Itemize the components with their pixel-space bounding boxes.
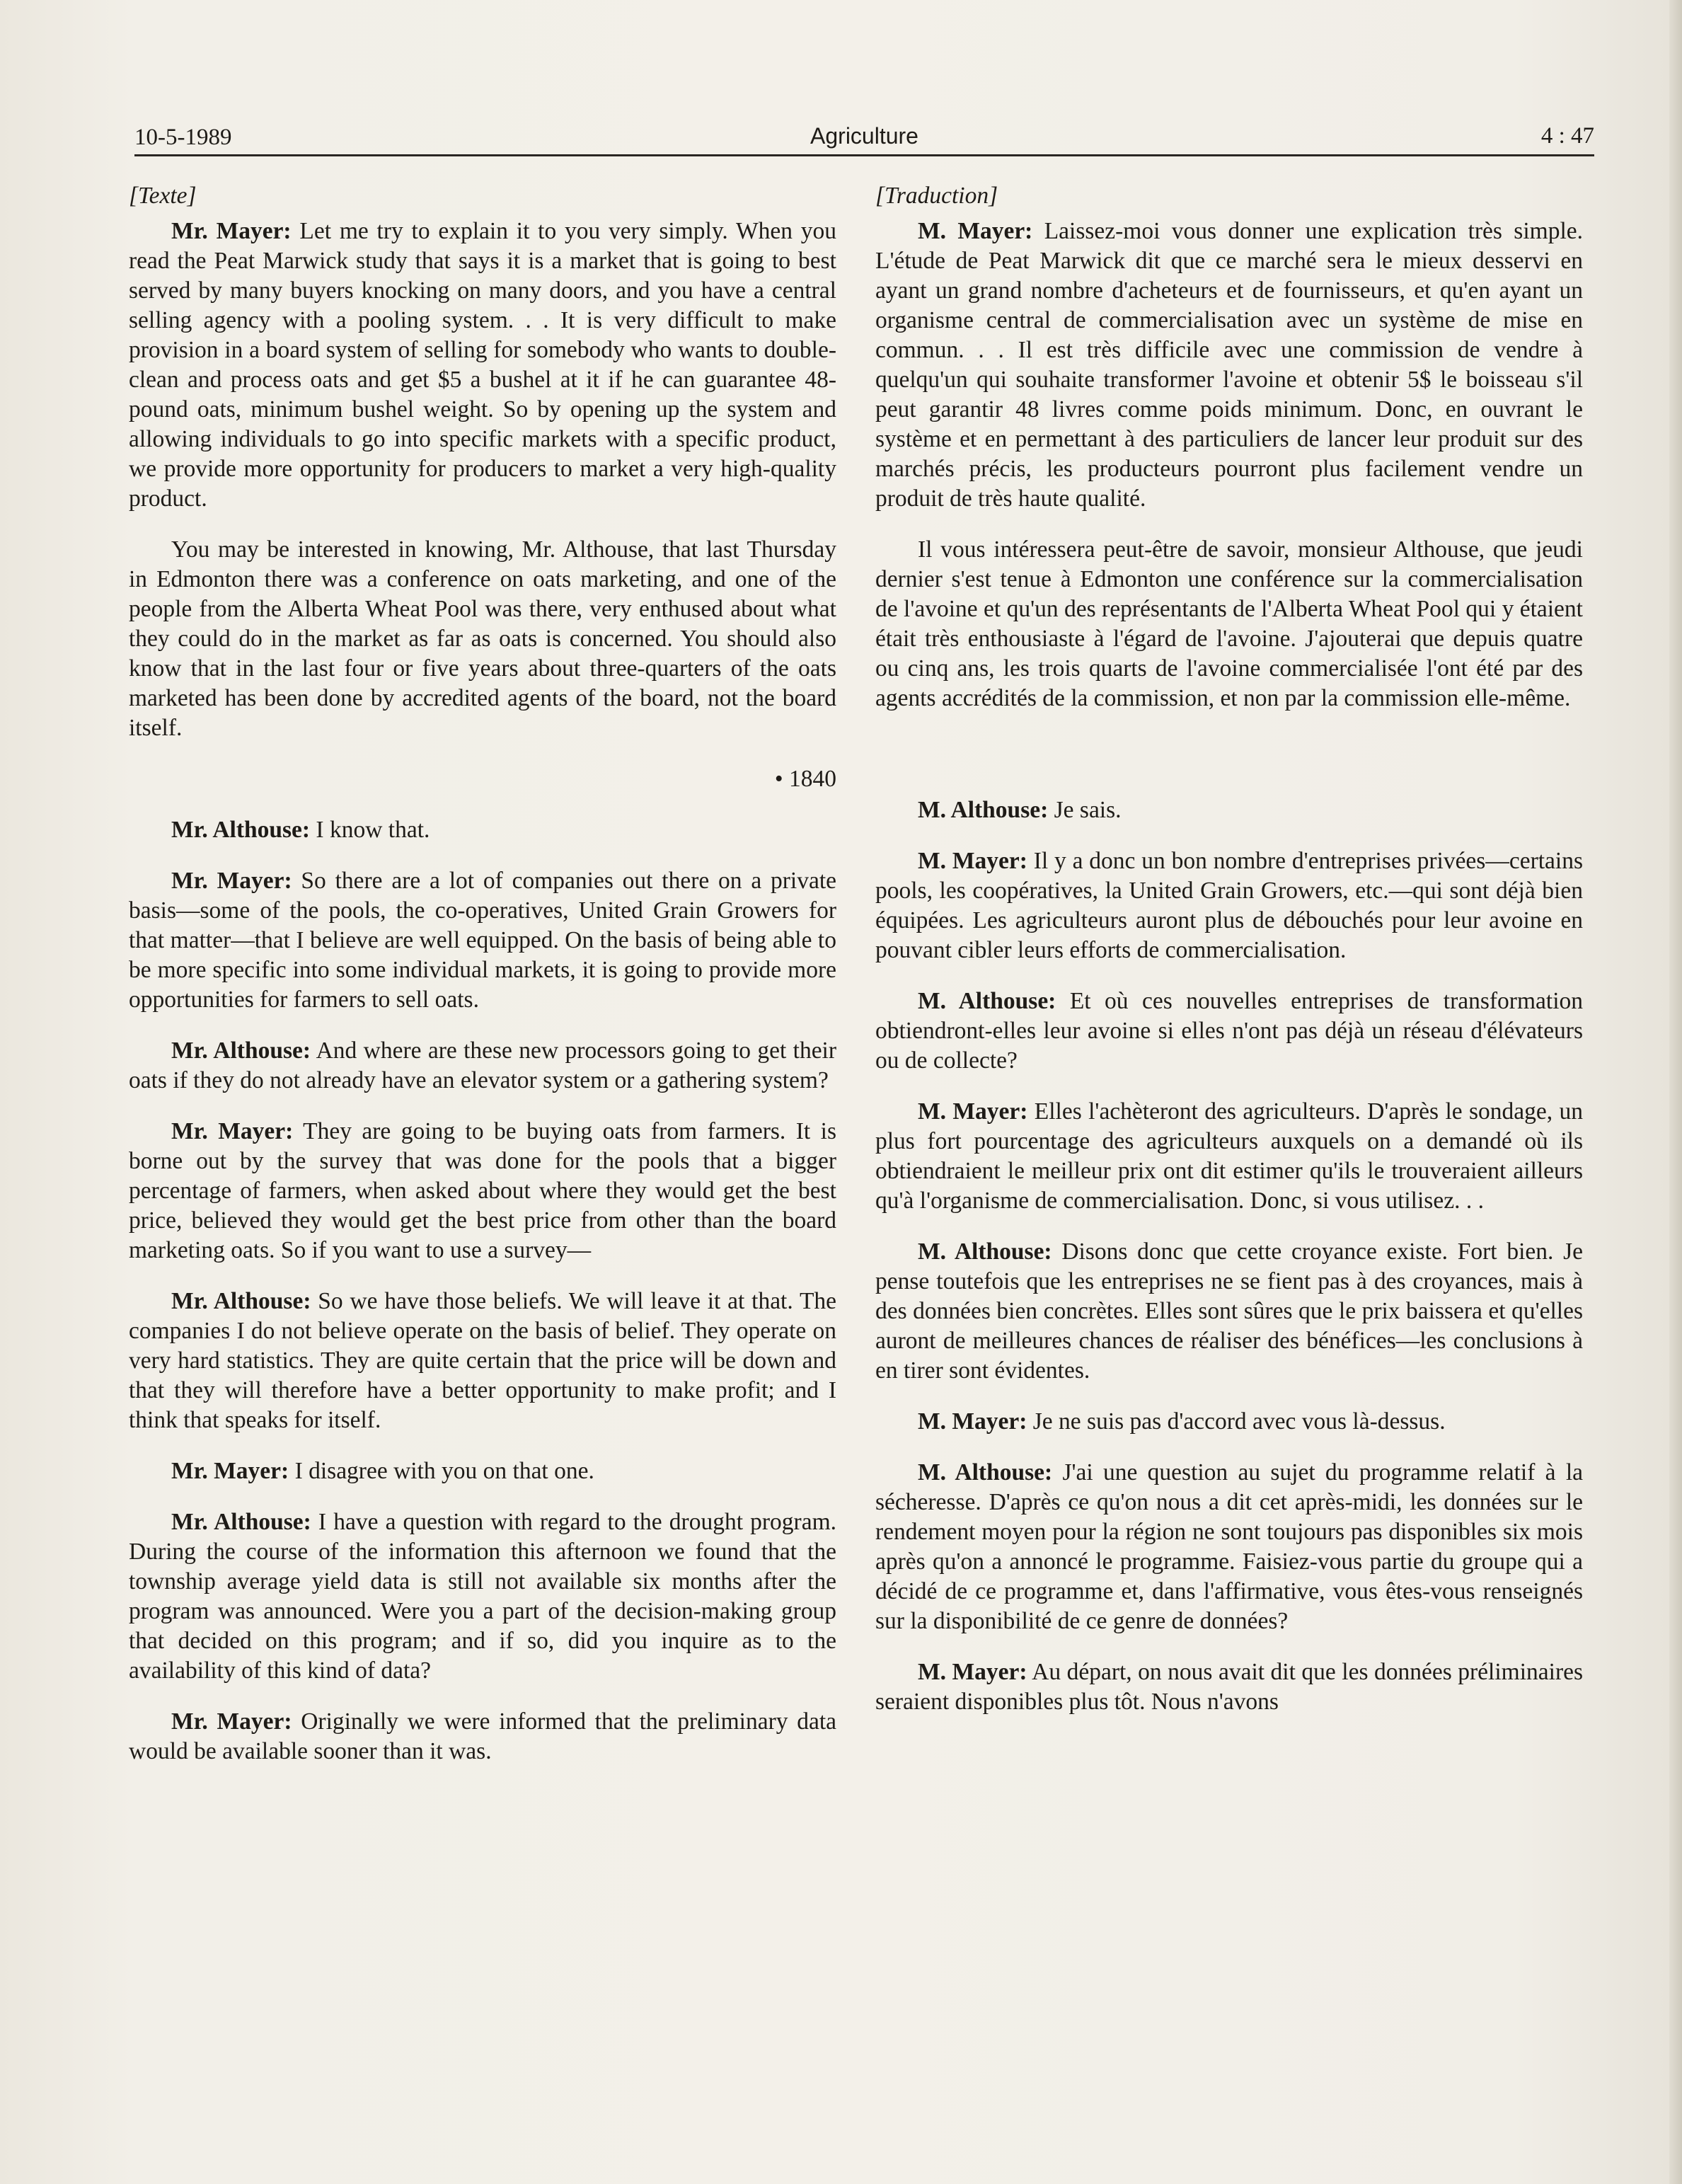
speech: Je sais. [1054, 797, 1122, 823]
header-title: Agriculture [810, 123, 918, 149]
page-edge [1669, 0, 1682, 2184]
speaker: Mr. Althouse: [171, 817, 311, 843]
speaker: M. Mayer: [918, 218, 1033, 244]
english-column [129, 181, 836, 1788]
french-column [875, 181, 1583, 1738]
paragraph [875, 217, 1583, 514]
speech: Let me try to explain it to you very simply. When you read the Peat Marwick study that says it is a market that is going to best served by many buyers knocking on many doors, and you have a central selling agency with a pooling system. . . It is very difficult to make provision in a board system of selling for somebody who wants to double-clean and process oats and get $5 a bushel at it if he can guarantee 48-pound oats, minimum bushel weight. So by opening up the system and allowing individuals to go into specific markets with a specific product, we provide more opportunity for producers to market a very high-quality product. [129, 218, 836, 512]
speech: Il y a donc un bon nombre d'entreprises privées—certains pools, les coopératives, la United Grain Growers, etc.—qui sont déjà bien équipées. Les agriculteurs auront plus de débouchés pour leur avoine en pouvant cibler leurs efforts de commercialisation. [875, 848, 1584, 963]
paragraph [129, 1287, 836, 1435]
section-tag: [Traduction] [875, 183, 998, 209]
speech: Il vous intéressera peut-être de savoir, monsieur Althouse, que jeudi dernier s'est tenue à Edmonton une conférence sur la commercialisation de l'avoine et qu'un des représentants de l'Alberta Wheat Pool qui y étaient était très enthousiaste à l'égard de l'avoine. J'ajouterai que depuis quatre ou cinq ans, les trois quarts de l'avoine commercialisée l'ont été par des agents accrédités de la commission, et non par la commission elle-même. [875, 536, 1583, 711]
speech: I have a question with regard to the drought program. During the course of the information this afternoon we found that the township average yield data is still not available six months after the program was announced. Were you a part of the decision-making group that decided on this program; and if so, did you inquire as to the availability of this kind of data? [129, 1509, 836, 1684]
header-date: 10-5-1989 [134, 125, 232, 150]
paragraph [129, 1507, 836, 1686]
paragraph [875, 1657, 1583, 1717]
speech: Disons donc que cette croyance existe. Fort bien. Je pense toutefois que les entreprises ne se fient pas à des croyances, mais à des données bien concrètes. Elles sont sûres que le prix baissera et qu'elles auront de meilleures chances de réaliser des bénéfices—les conclusions à en tirer sont évidentes. [875, 1238, 1584, 1384]
speaker: Mr. Mayer: [171, 1118, 294, 1144]
paragraph [875, 987, 1583, 1076]
speaker: M. Althouse: [918, 988, 1056, 1014]
speech: You may be interested in knowing, Mr. Althouse, that last Thursday in Edmonton there was a conference on oats marketing, and one of the people from the Alberta Wheat Pool was there, very enthused about what they could do in the market as far as oats is concerned. You should also know that in the last four or five years about three-quarters of the oats marketed has been done by accredited agents of the board, not the board itself. [129, 536, 836, 741]
speaker: M. Althouse: [918, 1238, 1052, 1265]
speech: Originally we were informed that the preliminary data would be available sooner than it was. [129, 1708, 837, 1764]
speech: Elles l'achèteront des agriculteurs. D'après le sondage, un plus fort pourcentage des agriculteurs auxquels on a demandé où ils obtiendraient le meilleur prix ont dit estimer qu'ils le trouveraient ailleurs qu'à l'organisme de commercialisation. Donc, si vous utilisez. . . [875, 1098, 1584, 1214]
paragraph [129, 866, 836, 1015]
section-tag: [Texte] [129, 183, 197, 209]
speech: I know that. [316, 817, 430, 843]
paragraph [875, 1237, 1583, 1386]
paragraph [875, 535, 1583, 713]
speech: So there are a lot of companies out there on a private basis—some of the pools, the co-operatives, United Grain Growers for that matter—that I believe are well equipped. On the basis of being able to be more specific into some individual markets, it is going to provide more opportunities for farmers to sell oats. [129, 868, 836, 1013]
speech: J'ai une question au sujet du programme relatif à la sécheresse. D'après ce qu'on nous a dit cet après-midi, les données sur le rendement moyen pour la région ne sont toujours pas disponibles six mois après qu'on a annoncé le programme. Faisiez-vous partie du groupe qui a décidé de ce programme et, dans l'affirmative, vous êtes-vous renseignés sur la disponibilité de ce genre de données? [875, 1459, 1584, 1634]
paragraph [875, 1407, 1583, 1437]
speech: Je ne suis pas d'accord avec vous là-dessus. [1032, 1408, 1446, 1435]
speaker: Mr. Althouse: [171, 1509, 311, 1535]
speech: And where are these new processors going to get their oats if they do not already have an elevator system or a gathering system? [129, 1038, 837, 1093]
speech: So we have those beliefs. We will leave it at that. The companies I do not believe operate on the basis of belief. They operate on very hard statistics. They are quite certain that the price will be down and that they will therefore have a better opportunity to make profit; and I think that speaks for itself. [129, 1288, 837, 1433]
speech: They are going to be buying oats from farmers. It is borne out by the survey that was done for the pools that a bigger percentage of farmers, when asked about where they would get the best price, believed they would get the best price from other than the board marketing oats. So if you want to use a survey— [129, 1118, 836, 1263]
paragraph [875, 1458, 1583, 1636]
speech: Et où ces nouvelles entreprises de transformation obtiendront-elles leur avoine si elles n'ont pas déjà un réseau d'élévateurs ou de collecte? [875, 988, 1583, 1074]
speaker: Mr. Mayer: [171, 218, 292, 244]
speech: I disagree with you on that one. [294, 1458, 594, 1484]
speaker: Mr. Althouse: [171, 1288, 311, 1314]
speaker: M. Althouse: [918, 1459, 1053, 1485]
speaker: M. Althouse: [918, 797, 1049, 823]
paragraph [129, 535, 836, 743]
paragraph [129, 1036, 836, 1096]
paragraph [875, 795, 1583, 825]
speaker: M. Mayer: [918, 1408, 1027, 1435]
speaker: M. Mayer: [918, 1098, 1028, 1125]
paragraph [875, 1097, 1583, 1216]
paragraph [129, 1456, 836, 1486]
time-marker: • 1840 [774, 766, 836, 792]
speech: Laissez-moi vous donner une explication très simple. L'étude de Peat Marwick dit que ce marché sera le mieux desservi en ayant un grand nombre d'acheteurs et de fournisseurs, et qu'en ayant un organisme central de commercialisation avec un système de mise en commun. . . Il est très difficile avec une commission de vendre à quelqu'un qui souhaite transformer l'avoine et obtenir 5$ le boisseau s'il peut garantir 48 livres comme poids minimum. Donc, en ouvrant le système et en permettant à des particuliers de lancer leur produit sur des marchés précis, les producteurs pourront plus facilement vendre un produit de très haute qualité. [875, 218, 1584, 512]
page-header [134, 120, 1594, 156]
paragraph [875, 846, 1583, 965]
speaker: Mr. Mayer: [171, 1458, 289, 1484]
header-page-number: 4 : 47 [1540, 123, 1594, 149]
paragraph [129, 1707, 836, 1766]
speaker: Mr. Mayer: [171, 1708, 292, 1735]
paragraph [129, 1117, 836, 1265]
paragraph [129, 815, 836, 845]
speaker: M. Mayer: [918, 848, 1027, 874]
speaker: Mr. Althouse: [171, 1038, 311, 1064]
speaker: M. Mayer: [918, 1659, 1027, 1685]
speech: Au départ, on nous avait dit que les données préliminaires seraient disponibles plus tôt. Nous n'avons [875, 1659, 1584, 1715]
speaker: Mr. Mayer: [171, 868, 292, 894]
paragraph [129, 217, 836, 514]
